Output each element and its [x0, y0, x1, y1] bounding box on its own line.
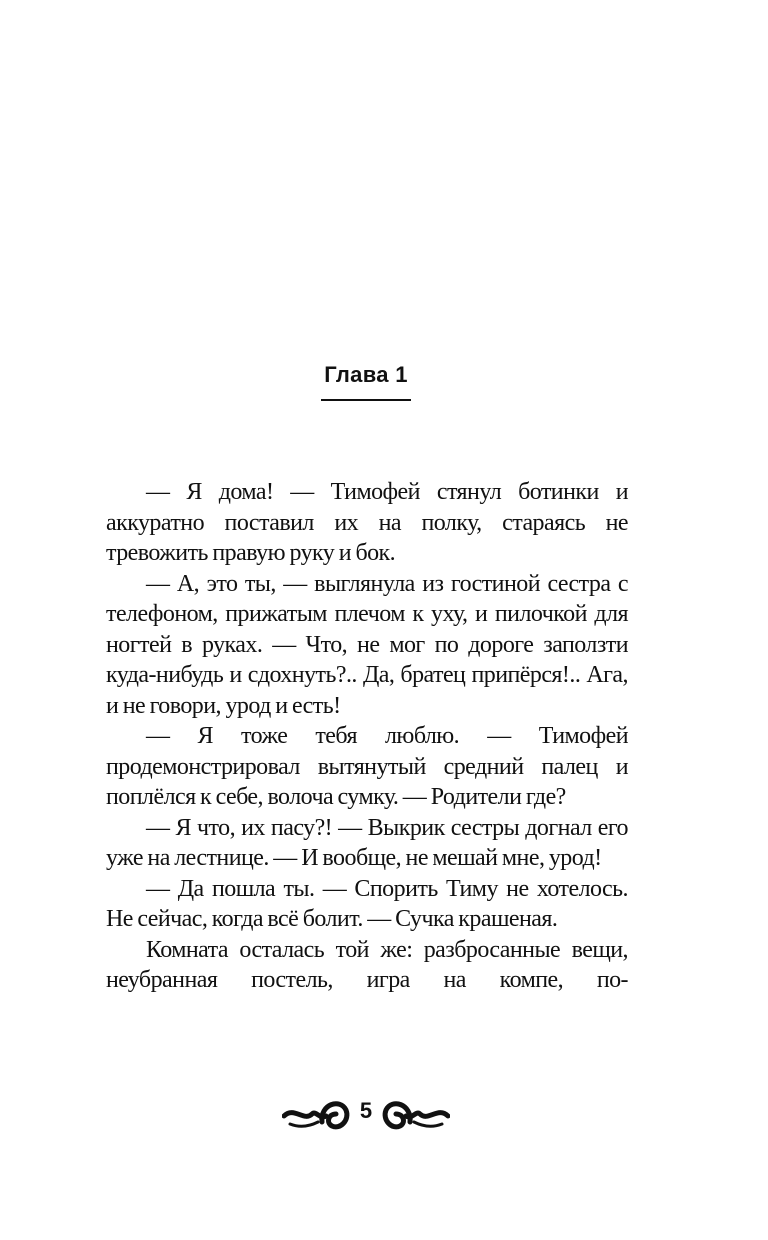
chapter-body — [106, 477, 628, 996]
paragraph: — Я тоже тебя люблю. — Тимофей продемонстрировал вытянутый средний палец и поплёлся к себе, волоча сумку. — Родители где? — [106, 723, 628, 810]
paragraph: Комната осталась той же: разбросанные вещи, неубранная постель, игра на компе, по- — [106, 936, 628, 993]
right-flourish-icon — [380, 1092, 450, 1136]
left-flourish-icon — [282, 1092, 352, 1136]
chapter-title-underline — [321, 399, 411, 401]
chapter-title: Глава 1 — [324, 362, 408, 387]
paragraph: — Я что, их пасу?! — Выкрик сестры догнал его уже на лестнице. — И вообще, не мешай мне, урод! — [106, 814, 628, 871]
paragraph: — Я дома! — Тимофей стянул ботинки и аккуратно поставил их на полку, стараясь не тревожить правую руку и бок. — [106, 479, 628, 566]
paragraph: — А, это ты, — выглянула из гостиной сестра с телефоном, прижатым плечом к уху, и пилочкой для ногтей в руках. — Что, не мог по дороге заползти куда-нибудь и сдохнуть?.. Да, братец припёрся!.. Ага, и не говори, урод и есть! — [106, 570, 628, 719]
paragraph: — Да пошла ты. — Спорить Тиму не хотелось. Не сейчас, когда всё болит. — Сучка крашеная. — [106, 875, 628, 932]
page-footer — [282, 1092, 452, 1136]
page-number: 5 — [359, 1098, 373, 1123]
